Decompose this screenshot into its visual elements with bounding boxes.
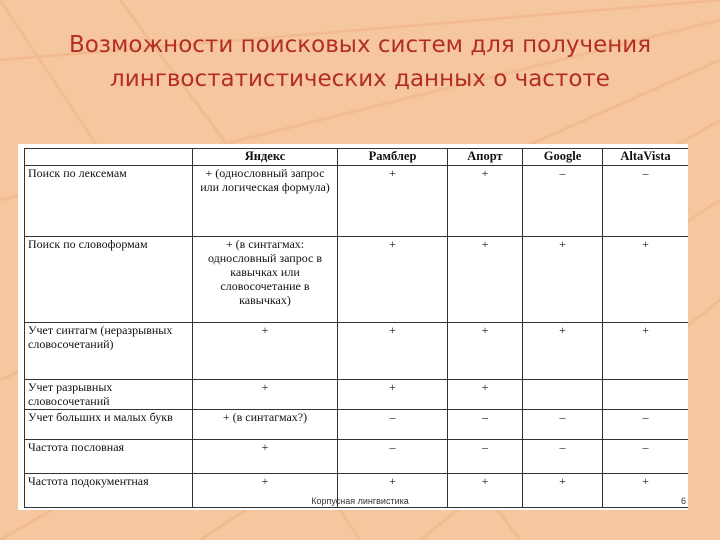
row-feature: Частота пословная: [25, 440, 193, 474]
row-feature: Учет больших и малых букв: [25, 410, 193, 440]
cell-google: –: [523, 166, 603, 237]
row-feature: Частота подокументная: [25, 474, 193, 508]
cell-yandex: +: [193, 474, 338, 508]
comparison-table-image: [18, 144, 688, 510]
row-feature: Учет синтагм (неразрывных словосочетаний): [25, 323, 193, 380]
cell-yandex: +: [193, 380, 338, 410]
cell-google: –: [523, 410, 603, 440]
cell-yandex: + (в синтагмах: однословный запрос в кавычках или словосочетание в кавычках): [193, 237, 338, 323]
cell-aport: +: [448, 237, 523, 323]
cell-rambler: +: [338, 237, 448, 323]
row-feature: Учет разрывных словосочетаний: [25, 380, 193, 410]
cell-aport: +: [448, 166, 523, 237]
table-row: [25, 380, 689, 410]
cell-yandex: +: [193, 323, 338, 380]
cell-rambler: +: [338, 166, 448, 237]
cell-yandex: + (в синтагмах?): [193, 410, 338, 440]
cell-aport: +: [448, 323, 523, 380]
cell-altavista: –: [603, 410, 689, 440]
table-row: [25, 237, 689, 323]
cell-altavista: +: [603, 474, 689, 508]
table-row: [25, 440, 689, 474]
table-row: [25, 323, 689, 380]
cell-aport: +: [448, 380, 523, 410]
slide-title: [0, 28, 720, 96]
cell-google: [523, 380, 603, 410]
cell-altavista: –: [603, 166, 689, 237]
cell-google: +: [523, 323, 603, 380]
header-google: Google: [523, 149, 603, 166]
cell-altavista: [603, 380, 689, 410]
cell-aport: –: [448, 410, 523, 440]
header-yandex: Яндекс: [193, 149, 338, 166]
row-feature: Поиск по словоформам: [25, 237, 193, 323]
header-aport: Апорт: [448, 149, 523, 166]
table-header-row: [25, 149, 689, 166]
table-row: [25, 410, 689, 440]
table-row: [25, 166, 689, 237]
cell-altavista: –: [603, 440, 689, 474]
cell-altavista: +: [603, 237, 689, 323]
row-feature: Поиск по лексемам: [25, 166, 193, 237]
header-rambler: Рамблер: [338, 149, 448, 166]
search-engine-comparison-table: [24, 148, 688, 508]
title-line-1: Возможности поисковых систем для получения: [68, 32, 652, 58]
cell-google: +: [523, 474, 603, 508]
header-feature: [25, 149, 193, 166]
title-line-2: лингвостатистических данных о частоте: [110, 66, 610, 92]
cell-rambler: –: [338, 410, 448, 440]
cell-aport: –: [448, 440, 523, 474]
cell-aport: +: [448, 474, 523, 508]
footer-course-name: Корпусная лингвистика: [311, 496, 409, 506]
cell-rambler: +: [338, 474, 448, 508]
cell-google: +: [523, 237, 603, 323]
cell-rambler: +: [338, 323, 448, 380]
cell-rambler: –: [338, 440, 448, 474]
cell-rambler: +: [338, 380, 448, 410]
header-altavista: AltaVista: [603, 149, 689, 166]
cell-google: –: [523, 440, 603, 474]
cell-yandex: +: [193, 440, 338, 474]
cell-altavista: +: [603, 323, 689, 380]
cell-yandex: + (однословный запрос или логическая формула): [193, 166, 338, 237]
slide-number: 6: [681, 496, 687, 506]
